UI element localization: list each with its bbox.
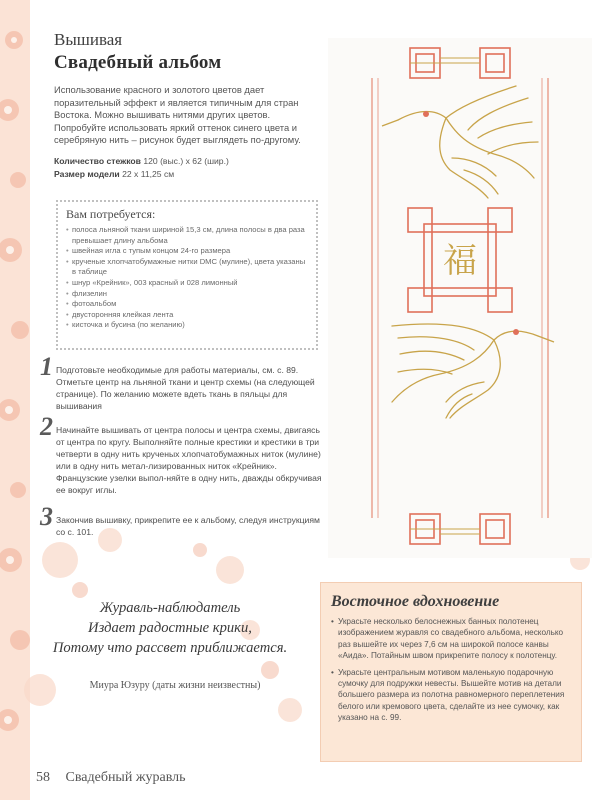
article-header (54, 30, 324, 74)
step-text: Подготовьте необходимые для работы материалы, см. с. 89. Отметьте центр на льняной ткани и центр схемы (на следующей странице). По желанию можете вдеть ткань в пяльцы для вышивания (56, 365, 315, 411)
model-size-value: 22 х 11,25 см (122, 168, 175, 179)
page-number: 58 (36, 770, 50, 785)
step-number: 3 (40, 502, 53, 531)
sidebar-list (331, 616, 571, 724)
sidebar-item: • Украсьте несколько белоснежных банных полотенец изображением журавля со свадебного альбома, несколько раз вышейте их через 7,6 см на широкой полосе канвы «Аида». Потайным швом прикрепите полосу к полотенцу. (331, 616, 571, 662)
stitch-count-value: 120 (выс.) х 62 (шир.) (143, 156, 229, 166)
step-1 (40, 352, 325, 412)
step-2 (40, 412, 325, 496)
materials-item: • полоса льняной ткани шириной 15,3 см, длина полосы в два раза превышает длину альбома (66, 225, 310, 246)
medallion-glyph: 福 (443, 241, 477, 281)
materials-item: • шнур «Крейник», 003 красный и 028 лимонный (66, 278, 310, 289)
page-footer (36, 770, 186, 786)
inspiration-sidebar (320, 582, 582, 762)
poem-line: Журавль-наблюдатель (99, 600, 241, 616)
materials-item: • фотоальбом (66, 299, 310, 310)
materials-item: • флизелин (66, 289, 310, 300)
materials-box (56, 200, 318, 350)
step-text: Закончив вышивку, прикрепите ее к альбому, следуя инструкциям со с. 101. (56, 515, 320, 537)
poem-author: Миура Юзуру (даты жизни неизвестны) (89, 680, 261, 691)
materials-item: • двусторонняя клейкая лента (66, 310, 310, 321)
step-3 (40, 502, 325, 538)
article-title: Свадебный альбом (54, 52, 222, 73)
model-size-label: Размер модели (54, 168, 120, 179)
sidebar-title: Восточное вдохновение (331, 593, 500, 610)
model-specs (54, 155, 324, 180)
sidebar-item: • Украсьте центральным мотивом маленькую подарочную сумочку для подружки невесты. Вышейте мотив на детали большего размера из полотна равномерного переплетения белого или кремового цвета, сделайте из нее сумочку, как указано на с. 99. (331, 667, 571, 724)
running-footer-title: Свадебный журавль (65, 770, 186, 785)
materials-item: • кисточка и бусина (по желанию) (66, 320, 310, 331)
step-text: Начинайте вышивать от центра полосы и центра схемы, двигаясь от центра по кругу. Выполняйте полные крестики и крестики в три четверти в одну нить крученых хлопчатобумажных ниток (мулине) или в одну нить метал-лизированных ниток «Крейник». Французские узелки выпол-няйте в одну нить, дважды обкручивая ее вокруг иглы. (56, 425, 322, 495)
crane-embroidery-image (328, 38, 592, 558)
materials-list (66, 225, 310, 331)
materials-item: • крученые хлопчатобумажные нитки DMC (мулине), цвета указаны в таблице (66, 257, 310, 278)
intro-paragraph: Использование красного и золотого цветов дает поразительный эффект и является типичным для стран Востока. Можно вышивать нитями других цветов. Попробуйте использовать яркий оттенок синего цвета и серебряную нить – рисунок будет выглядеть по-другому. (54, 84, 301, 146)
model-size (54, 168, 324, 181)
stitch-count-label: Количество стежков (54, 156, 141, 166)
section-kicker: Вышивая (54, 30, 123, 49)
materials-item: • швейная игла с тупым концом 24-го размера (66, 246, 310, 257)
embroidery-illustration (328, 38, 592, 558)
poem-line: Издает радостные крики, (88, 620, 252, 636)
poem-line: Потому что рассвет приближается. (52, 640, 288, 656)
haiku-poem (30, 598, 310, 658)
stitch-count (54, 155, 324, 168)
step-number: 2 (40, 412, 53, 441)
materials-title: Вам потребуется: (66, 207, 156, 221)
step-number: 1 (40, 352, 53, 381)
